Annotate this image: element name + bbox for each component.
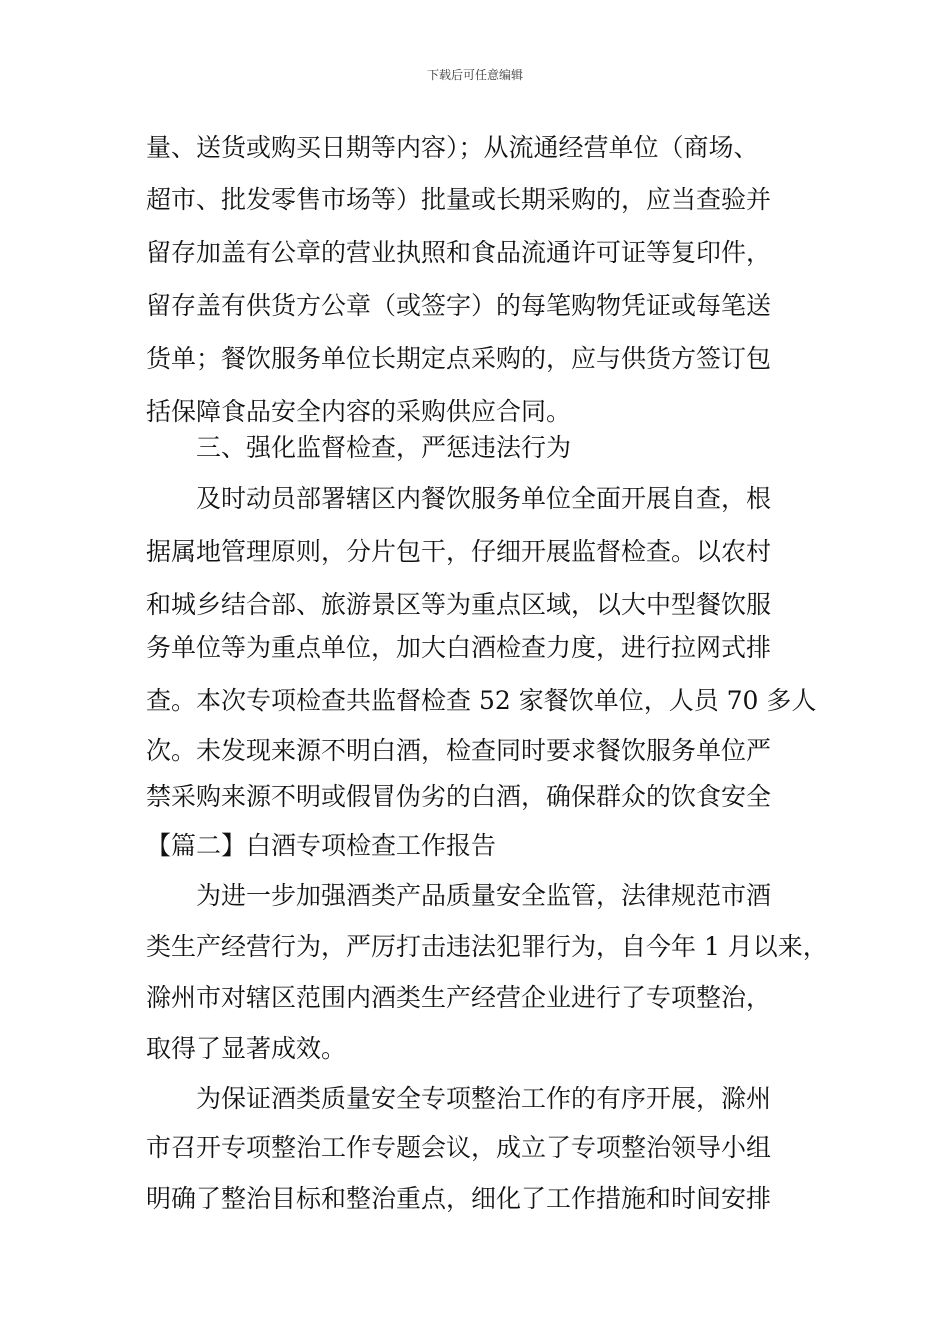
body-line: 留存加盖有公章的营业执照和食品流通许可证等复印件， — [146, 238, 772, 267]
article-title: 【篇二】白酒专项检查工作报告 — [146, 831, 497, 860]
body-line: 类生产经营行为，严厉打击违法犯罪行为，自今年 1 月以来， — [146, 932, 828, 961]
body-line: 和城乡结合部、旅游景区等为重点区域，以大中型餐饮服 — [146, 590, 772, 619]
body-line: 量、送货或购买日期等内容）；从流通经营单位（商场、 — [146, 133, 759, 162]
body-line: 留存盖有供货方公章（或签字）的每笔购物凭证或每笔送 — [146, 291, 772, 320]
section-heading: 三、强化监督检查，严惩违法行为 — [196, 433, 572, 462]
body-line: 明确了整治目标和整治重点，细化了工作措施和时间安排 — [146, 1184, 772, 1213]
body-line: 务单位等为重点单位，加大白酒检查力度，进行拉网式排 — [146, 633, 772, 662]
paragraph-first-line: 为保证酒类质量安全专项整治工作的有序开展，滁州 — [196, 1084, 772, 1113]
body-line: 滁州市对辖区范围内酒类生产经营企业进行了专项整治， — [146, 983, 772, 1012]
body-line: 查。本次专项检查共监督检查 52 家餐饮单位，人员 70 多人 — [146, 686, 817, 715]
body-line: 超市、批发零售市场等）批量或长期采购的，应当查验并 — [146, 185, 772, 214]
body-line: 取得了显著成效。 — [146, 1034, 347, 1063]
body-line: 市召开专项整治工作专题会议，成立了专项整治领导小组 — [146, 1133, 772, 1162]
page-header-note: 下载后可任意编辑 — [426, 68, 523, 82]
body-line: 据属地管理原则，分片包干，仔细开展监督检查。以农村 — [146, 537, 772, 566]
paragraph-first-line: 为进一步加强酒类产品质量安全监管，法律规范市酒 — [196, 881, 772, 910]
body-line: 禁采购来源不明或假冒伪劣的白酒，确保群众的饮食安全 — [146, 782, 772, 811]
body-line: 货单；餐饮服务单位长期定点采购的，应与供货方签订包 — [146, 344, 772, 373]
body-line: 括保障食品安全内容的采购供应合同。 — [146, 397, 572, 426]
paragraph-first-line: 及时动员部署辖区内餐饮服务单位全面开展自查，根 — [196, 484, 772, 513]
body-line: 次。未发现来源不明白酒，检查同时要求餐饮服务单位严 — [146, 736, 772, 765]
